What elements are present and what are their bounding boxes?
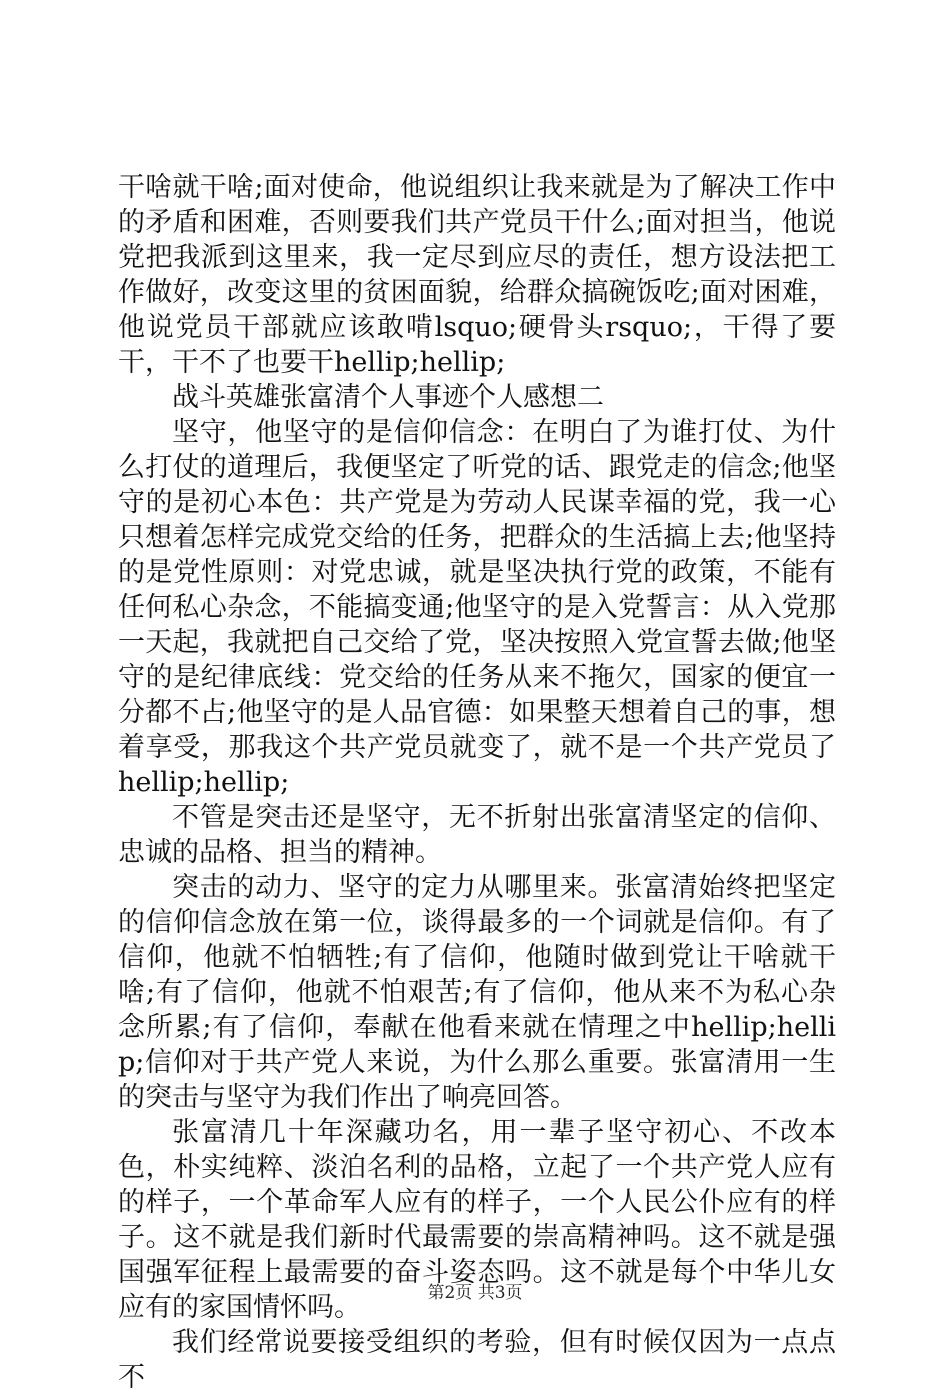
paragraph-1: 干啥就干啥;面对使命，他说组织让我来就是为了解决工作中的矛盾和困难，否则要我们共产党员干什么;面对担当，他说党把我派到这里来，我一定尽到应尽的责任，想方设法把工作做好，改变这里的贫困面貌，给群众搞碗饭吃;面对困难，他说党员干部就应该敢啃lsquo;硬骨头rsquo;，干得了要干，干不了也要干hellip;hellip; xyxy=(118,172,836,378)
paragraph-6: 我们经常说要接受组织的考验，但有时候仅因为一点点不 xyxy=(118,1327,836,1393)
paragraph-2: 坚守，他坚守的是信仰信念：在明白了为谁打仗、为什么打仗的道理后，我便坚定了听党的话、跟党走的信念;他坚守的是初心本色：共产党是为劳动人民谋幸福的党，我一心只想着怎样完成党交给的任务，把群众的生活搞上去;他坚持的是党性原则：对党忠诚，就是坚决执行党的政策，不能有任何私心杂念，不能搞变通;他坚守的是入党誓言：从入党那一天起，我就把自己交给了党，坚决按照入党宣誓去做;他坚守的是纪律底线：党交给的任务从来不拖欠，国家的便宜一分都不占;他坚守的是人品官德：如果整天想着自己的事，想着享受，那我这个共产党员就变了，就不是一个共产党员了hellip;hellip; xyxy=(118,417,836,798)
section-heading: 战斗英雄张富清个人事迹个人感想二 xyxy=(172,382,604,413)
page-footer: 第2页 共3页 xyxy=(427,1283,523,1303)
paragraph-3: 不管是突击还是坚守，无不折射出张富清坚定的信仰、忠诚的品格、担当的精神。 xyxy=(118,802,836,868)
paragraph-4: 突击的动力、坚守的定力从哪里来。张富清始终把坚定的信仰信念放在第一位，谈得最多的一个词就是信仰。有了信仰，他就不怕牺牲;有了信仰，他随时做到党让干啥就干啥;有了信仰，他就不怕艰苦;有了信仰，他从来不为私心杂念所累;有了信仰，奉献在他看来就在情理之中hellip;hellip;信仰对于共产党人来说，为什么那么重要。张富清用一生的突击与坚守为我们作出了响亮回答。 xyxy=(118,872,836,1113)
document-body xyxy=(118,170,836,1395)
paragraph-5: 张富清几十年深藏功名，用一辈子坚守初心、不改本色，朴实纯粹、淡泊名利的品格，立起了一个共产党人应有的样子，一个革命军人应有的样子，一个人民公仆应有的样子。这不就是我们新时代最需要的崇高精神吗。这不就是强国强军征程上最需要的奋斗姿态吗。这不就是每个中华儿女应有的家国情怀吗。 xyxy=(118,1117,836,1323)
